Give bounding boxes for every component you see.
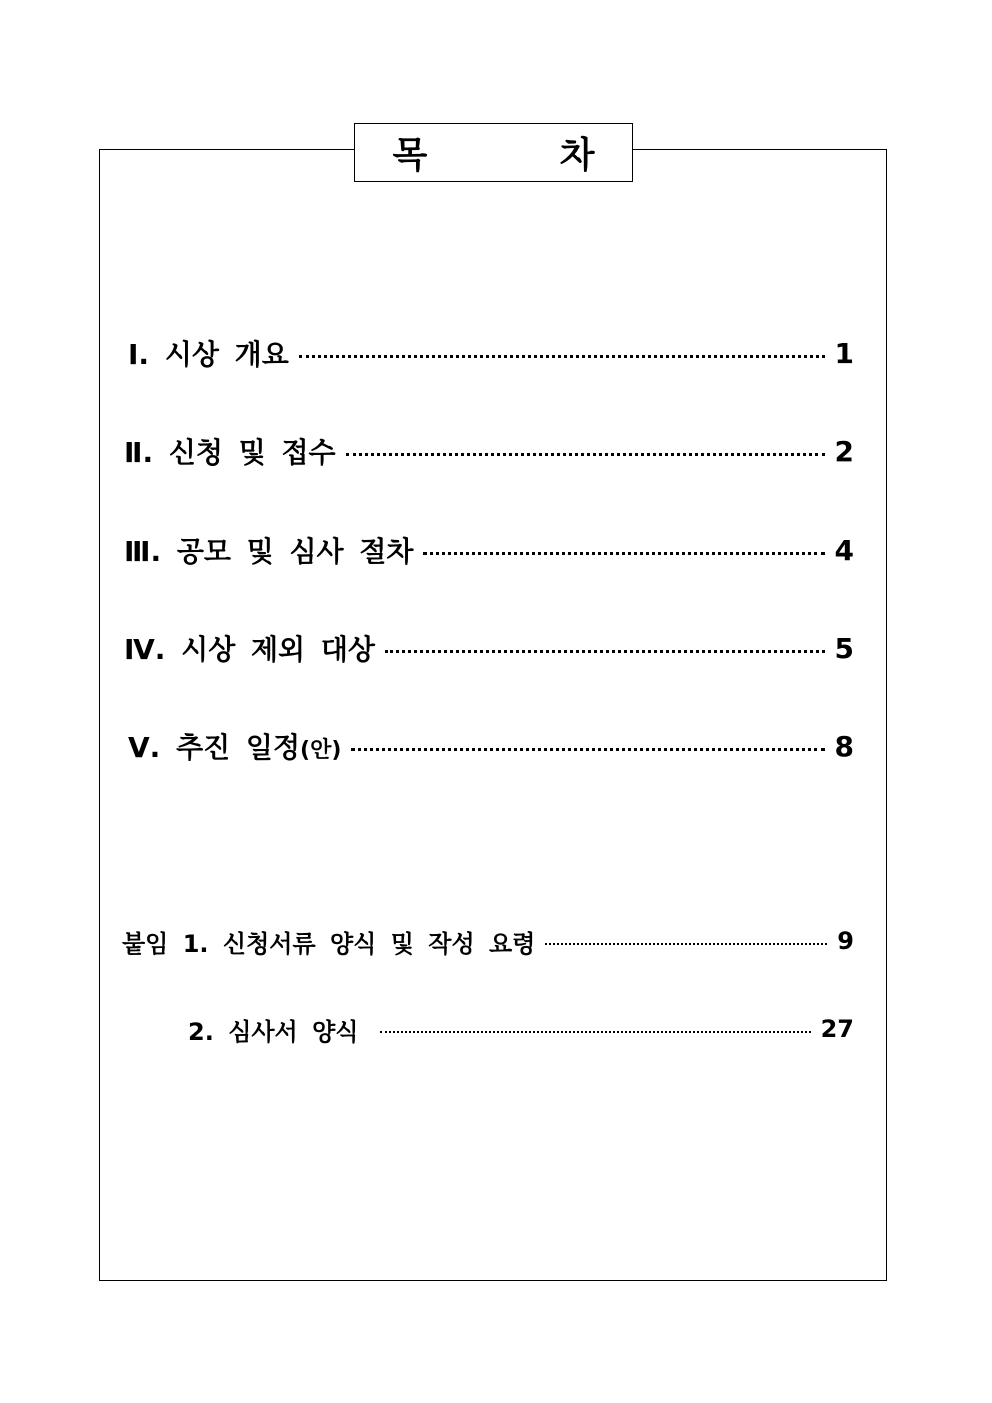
toc-entry-1	[128, 333, 854, 373]
toc-entry-title: 추진 일정	[176, 731, 301, 764]
toc-entry-title: 공모 및 심사 절차	[176, 535, 414, 568]
toc-leader-dots	[346, 453, 825, 456]
toc-entry-label	[124, 431, 336, 471]
toc-entry-title: 시상 개요	[164, 338, 289, 371]
attachment-entry-page: 9	[837, 927, 854, 955]
toc-title-box	[354, 123, 655, 182]
toc-leader-dots	[380, 1031, 810, 1033]
attachment-entry-prefix: 붙임 1.	[122, 929, 209, 958]
attachment-entry-title: 신청서류 양식 및 작성 요령	[222, 929, 536, 958]
toc-entry-numeral: Ⅳ.	[124, 633, 166, 666]
toc-entry-numeral: Ⅰ.	[128, 338, 150, 371]
toc-entry-page: 1	[834, 336, 854, 370]
document-frame	[99, 149, 887, 1281]
toc-leader-dots	[351, 748, 824, 751]
attachment-entry-1	[122, 923, 854, 959]
toc-entry-label	[124, 628, 375, 668]
toc-title: 목 차	[392, 135, 655, 176]
toc-entry-page: 2	[834, 434, 854, 468]
toc-entry-3	[124, 530, 854, 570]
attachment-entry-label	[122, 924, 535, 959]
attachment-entry-title: 심사서 양식	[228, 1017, 359, 1046]
toc-entry-label	[128, 726, 341, 766]
toc-entry-title: 시상 제외 대상	[181, 633, 375, 666]
toc-entry-title: 신청 및 접수	[168, 436, 336, 469]
attachment-entry-page: 27	[820, 1015, 854, 1043]
toc-entry-title-suffix: (안)	[300, 738, 342, 763]
toc-entry-4	[124, 628, 854, 668]
toc-leader-dots	[545, 943, 827, 945]
toc-leader-dots	[423, 552, 824, 555]
toc-entry-page: 4	[834, 533, 854, 567]
toc-entry-page: 5	[834, 631, 854, 665]
toc-leader-dots	[299, 355, 825, 358]
attachment-entry-2	[188, 1011, 854, 1047]
toc-entry-numeral: Ⅱ.	[124, 436, 154, 469]
toc-entry-label	[128, 333, 289, 373]
attachment-entry-label	[188, 1012, 358, 1047]
attachment-entry-prefix: 2.	[188, 1017, 214, 1046]
toc-entry-numeral: Ⅴ.	[128, 731, 161, 764]
toc-entry-numeral: Ⅲ.	[124, 535, 162, 568]
toc-leader-dots	[385, 650, 825, 653]
toc-entry-2	[124, 431, 854, 471]
toc-entry-5	[128, 726, 854, 766]
toc-entry-label	[124, 530, 413, 570]
toc-entry-page: 8	[834, 729, 854, 763]
